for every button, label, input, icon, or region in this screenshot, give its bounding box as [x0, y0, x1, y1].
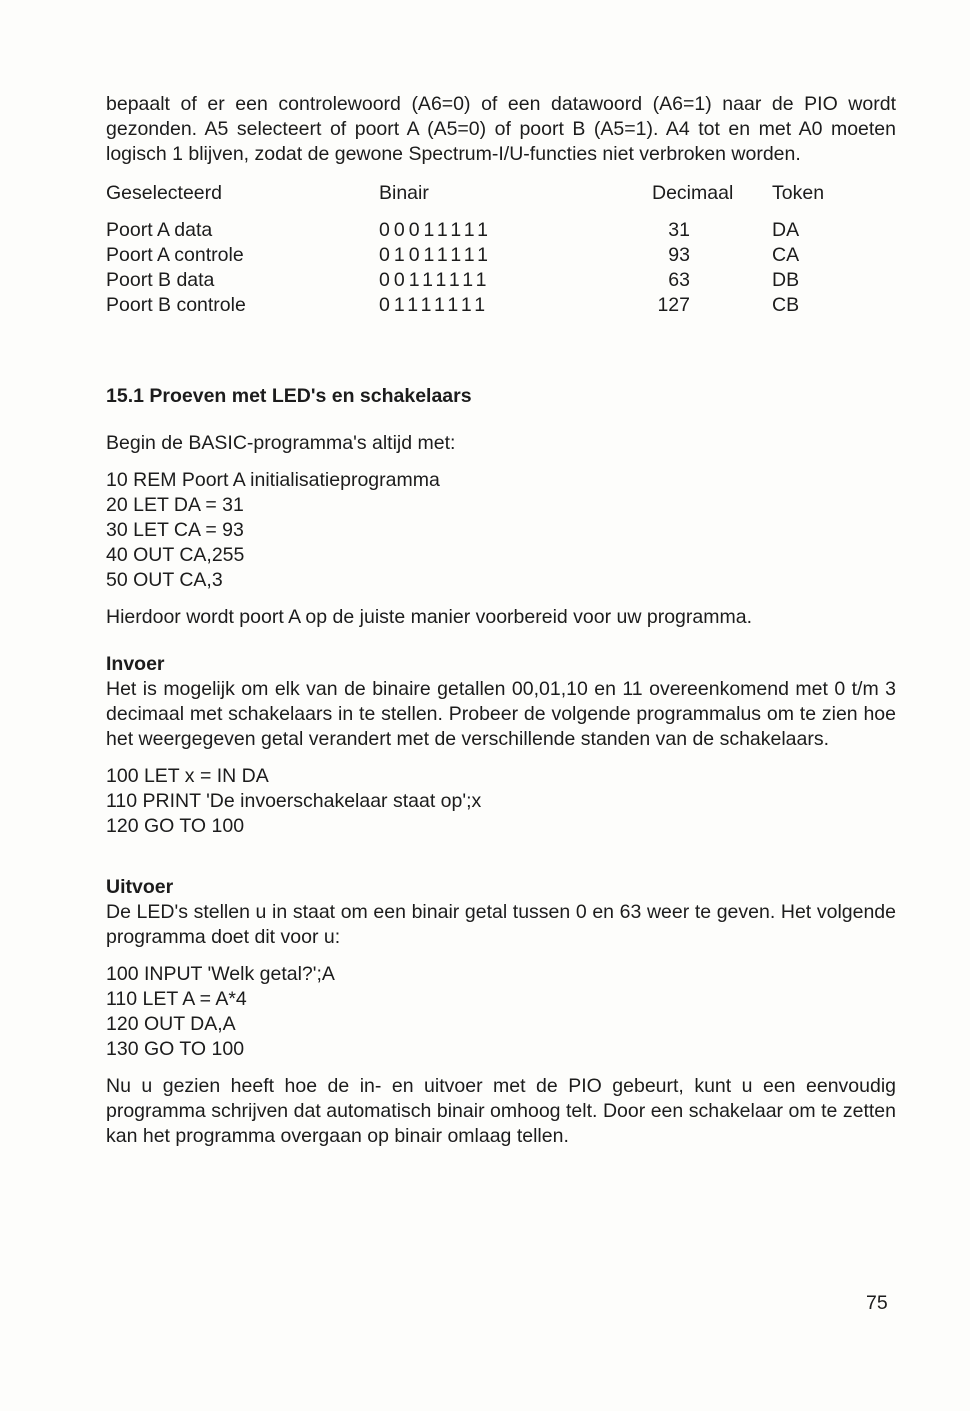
cell-token: DA [772, 219, 800, 241]
cell-token: CB [772, 294, 800, 316]
page-number: 75 [866, 1292, 888, 1314]
code-line: 120 OUT DA,A [106, 1013, 236, 1035]
code-line: 110 LET A = A*4 [106, 988, 247, 1010]
page-content [106, 92, 896, 1149]
code-line: 130 GO TO 100 [106, 1038, 245, 1060]
closing-paragraph: Nu u gezien heeft hoe de in- en uitvoer met de PIO gebeurt, kunt u een eenvoudig programma schrijven dat automatisch binair omhoog telt. Door een schakelaar om te zetten kan het programma overgaan op binair omlaag tellen. [106, 1075, 896, 1147]
cell-binary: 01011111 [379, 244, 492, 266]
code-line: 100 INPUT 'Welk getal?';A [106, 963, 335, 985]
cell-decimal: 63 [668, 269, 690, 291]
section-lead: Begin de BASIC-programma's altijd met: [106, 432, 456, 454]
port-table [106, 181, 896, 318]
code-line: 40 OUT CA,255 [106, 544, 245, 566]
uitvoer-paragraph: De LED's stellen u in staat om een binair getal tussen 0 en 63 weer te geven. Het volgende programma doet dit voor u: [106, 901, 896, 948]
cell-selected: Poort B data [106, 269, 215, 291]
table-row [106, 243, 896, 268]
section-title: 15.1 Proeven met LED's en schakelaars [106, 385, 472, 407]
table-row [106, 268, 896, 293]
header-selected: Geselecteerd [106, 182, 222, 204]
table-row [106, 293, 896, 318]
header-decimal: Decimaal [652, 182, 734, 204]
invoer-title: Invoer [106, 653, 165, 675]
code-line: 110 PRINT 'De invoerschakelaar staat op';x [106, 790, 482, 812]
init-code-block [106, 468, 896, 593]
cell-selected: Poort B controle [106, 294, 246, 316]
cell-decimal: 127 [657, 294, 690, 316]
header-token: Token [772, 182, 825, 204]
table-row [106, 218, 896, 243]
cell-selected: Poort A data [106, 219, 213, 241]
header-binary: Binair [379, 182, 429, 204]
cell-token: CA [772, 244, 800, 266]
code-line: 20 LET DA = 31 [106, 494, 244, 516]
cell-binary: 00011111 [379, 219, 492, 241]
cell-binary: 00111111 [379, 269, 491, 291]
invoer-code-block [106, 764, 896, 839]
code-line: 50 OUT CA,3 [106, 569, 223, 591]
intro-paragraph: bepaalt of er een controlewoord (A6=0) of een datawoord (A6=1) naar de PIO wordt gezonden. A5 selecteert of poort A (A5=0) of poort B (A5=1). A4 tot en met A0 moeten logisch 1 blijven, zodat de gewone Spectrum-I/U-functies niet verbroken worden. [106, 93, 896, 165]
code-line: 100 LET x = IN DA [106, 765, 269, 787]
cell-decimal: 31 [668, 219, 690, 241]
code-line: 30 LET CA = 93 [106, 519, 244, 541]
cell-binary: 01111111 [379, 294, 490, 316]
uitvoer-title: Uitvoer [106, 876, 174, 898]
code-line: 120 GO TO 100 [106, 815, 245, 837]
uitvoer-code-block [106, 962, 896, 1062]
table-header-row [106, 181, 896, 206]
cell-token: DB [772, 269, 800, 291]
invoer-paragraph: Het is mogelijk om elk van de binaire getallen 00,01,10 en 11 overeenkomend met 0 t/m 3 decimaal met schakelaars in te stellen. Probeer de volgende programmalus om te zien hoe het weergegeven getal verandert met de verschillende standen van de schakelaars. [106, 678, 896, 750]
cell-selected: Poort A controle [106, 244, 244, 266]
code-line: 10 REM Poort A initialisatieprogramma [106, 469, 440, 491]
cell-decimal: 93 [668, 244, 690, 266]
after-init-paragraph: Hierdoor wordt poort A op de juiste manier voorbereid voor uw programma. [106, 606, 752, 628]
